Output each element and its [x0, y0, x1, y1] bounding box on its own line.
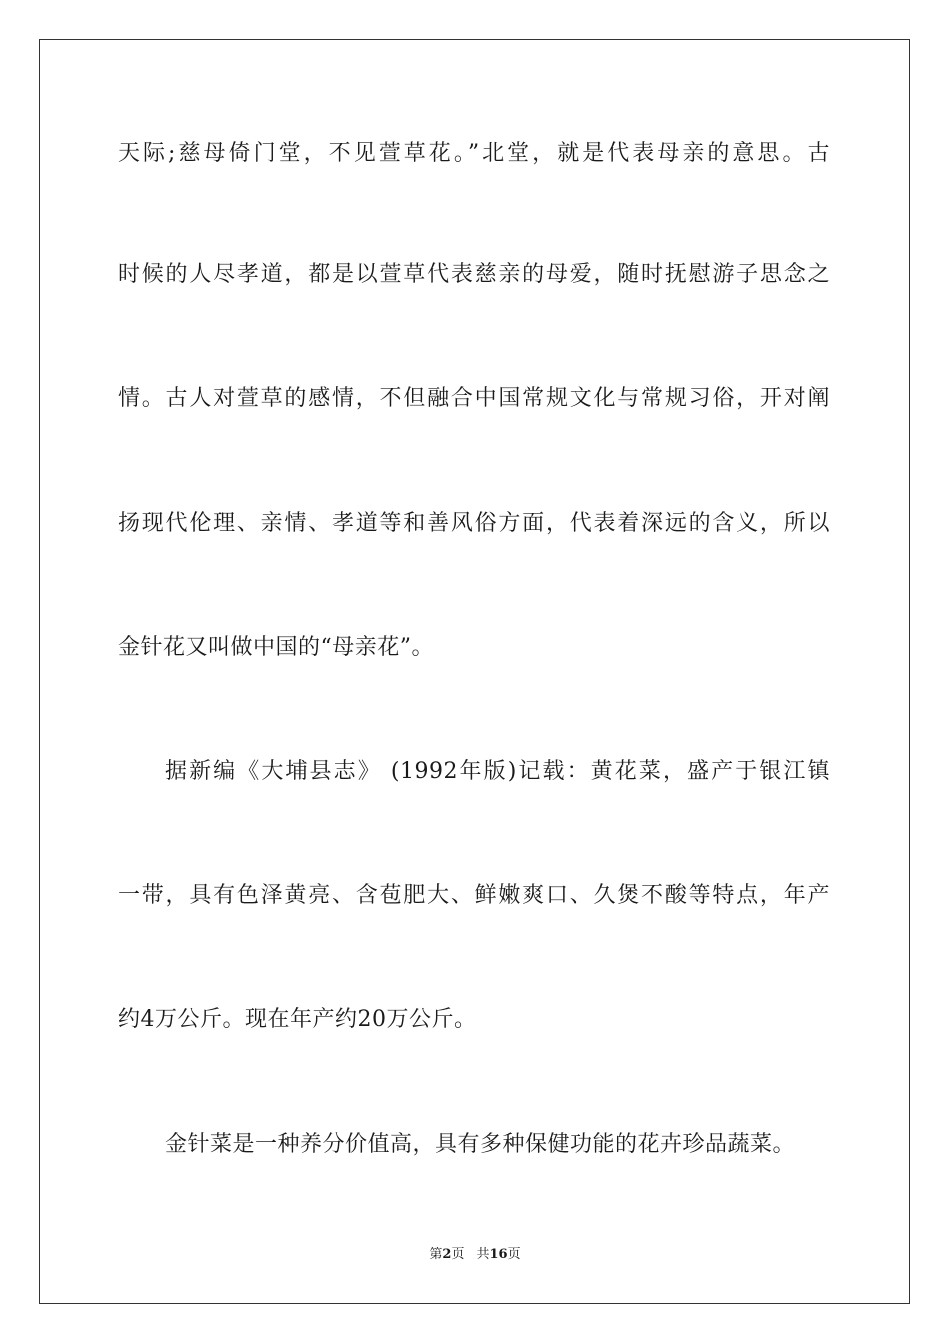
footer-total-pages: 16 [489, 1247, 508, 1262]
paragraph-first-line: 金针菜是一种养分价值高，具有多种保健功能的花卉珍品蔬菜。 [165, 1132, 796, 1157]
body-text-line: 金针花又叫做中国的“母亲花”。 [118, 635, 434, 660]
page-border [39, 39, 910, 1304]
footer-page-prefix: 第 [429, 1247, 443, 1262]
body-text-line: 情。古人对萱草的感情，不但融合中国常规文化与常规习俗，开对阐 [118, 386, 830, 411]
body-text-line: 约4万公斤。现在年产约20万公斤。 [118, 1007, 477, 1032]
paragraph-first-line: 据新编《大埔县志》 (1992年版)记载：黄花菜，盛产于银江镇 [165, 759, 830, 784]
footer-page-number: 2 [442, 1247, 452, 1262]
body-text-line: 时候的人尽孝道，都是以萱草代表慈亲的母爱，随时抚慰游子思念之 [118, 262, 830, 287]
page-footer [0, 1247, 950, 1263]
footer-page-suffix: 页 [451, 1247, 465, 1262]
footer-total-suffix: 页 [507, 1247, 521, 1262]
body-text-line: 扬现代伦理、亲情、孝道等和善风俗方面，代表着深远的含义，所以 [118, 511, 830, 536]
body-text-line: 天际;慈母倚门堂，不见萱草花。”北堂，就是代表母亲的意思。古 [118, 141, 830, 166]
footer-total-prefix: 共 [476, 1247, 490, 1262]
body-text-line: 一带，具有色泽黄亮、含苞肥大、鲜嫩爽口、久煲不酸等特点，年产 [118, 883, 830, 908]
